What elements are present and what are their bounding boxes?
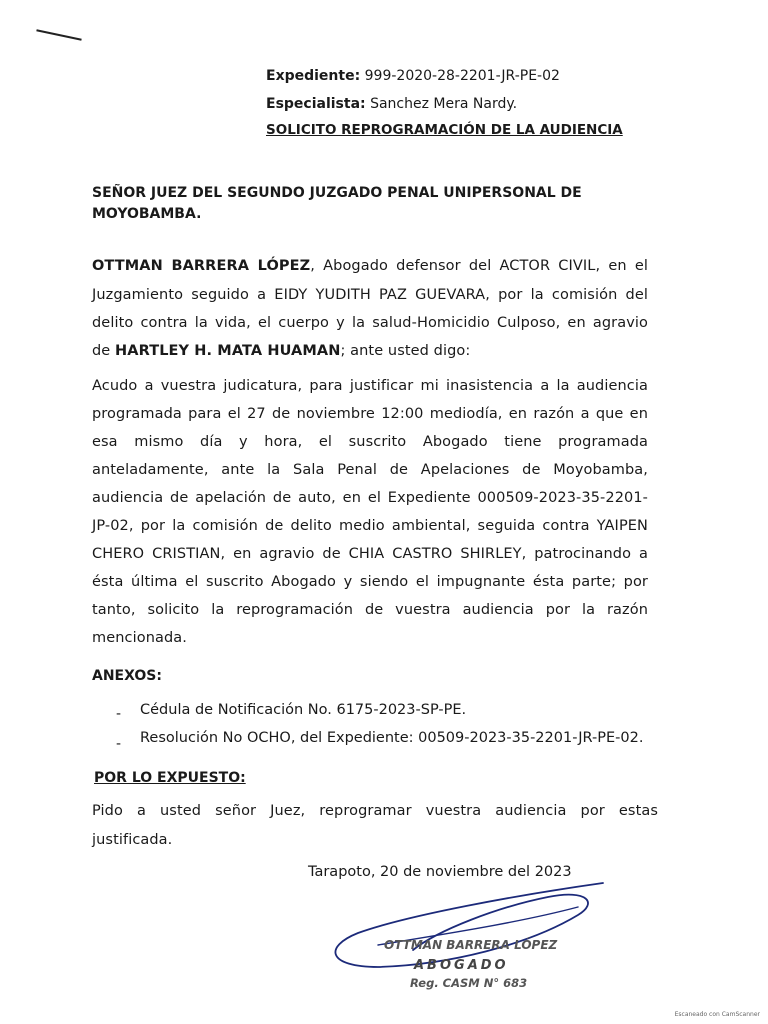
addressee-line-2: MOYOBAMBA.	[92, 206, 202, 222]
especialista-line	[266, 96, 517, 112]
intro-line-1	[92, 258, 648, 274]
especialista-value: Sanchez Mera Nardy.	[370, 96, 518, 112]
intro-line-2: Juzgamiento seguido a EIDY YUDITH PAZ GUEVARA, por la comisión del	[92, 287, 648, 303]
body-line: Acudo a vuestra judicatura, para justificar mi inasistencia a la audiencia	[92, 378, 648, 394]
intro-line-4-post: ; ante usted digo:	[340, 343, 471, 359]
subject-title: SOLICITO REPROGRAMACIÓN DE LA AUDIENCIA	[266, 122, 623, 138]
stamp-reg: Reg. CASM N° 683	[410, 976, 528, 990]
body-line: CHERO CRISTIAN, en agravio de CHIA CASTRO SHIRLEY, patrocinando a	[92, 546, 648, 562]
intro-line-4	[92, 343, 470, 359]
pen-mark	[36, 29, 81, 41]
body-line: ésta última el suscrito Abogado y siendo el impugnante ésta parte; por	[92, 574, 648, 590]
intro-line-3: delito contra la vida, el cuerpo y la salud-Homicidio Culposo, en agravio	[92, 315, 648, 331]
scanner-watermark: Escaneado con CamScanner	[674, 1011, 760, 1018]
signature-block	[318, 875, 608, 995]
especialista-label: Especialista:	[266, 96, 366, 112]
anexos-title: ANEXOS:	[92, 668, 162, 684]
place-date: Tarapoto, 20 de noviembre del 2023	[308, 864, 572, 880]
closing-line-2: justificada.	[92, 832, 173, 848]
body-line: JP-02, por la comisión de delito medio ambiental, seguida contra YAIPEN	[92, 518, 648, 534]
bullet-dash: -	[116, 706, 122, 722]
expediente-value: 999-2020-28-2201-JR-PE-02	[364, 68, 560, 84]
bullet-dash: -	[116, 736, 122, 752]
body-line: mencionada.	[92, 630, 187, 646]
closing-line-1: Pido a usted señor Juez, reprogramar vuestra audiencia por estas	[92, 803, 658, 819]
expediente-label: Expediente:	[266, 68, 361, 84]
por-lo-expuesto-title: POR LO EXPUESTO:	[94, 770, 246, 786]
body-line: anteladamente, ante la Sala Penal de Apelaciones de Moyobamba,	[92, 462, 648, 478]
body-line: programada para el 27 de noviembre 12:00 mediodía, en razón a que en	[92, 406, 648, 422]
body-line: audiencia de apelación de auto, en el Expediente 000509-2023-35-2201-	[92, 490, 648, 506]
body-line: esa mismo día y hora, el suscrito Abogado tiene programada	[92, 434, 648, 450]
victim-name: HARTLEY H. MATA HUAMAN	[115, 343, 341, 359]
addressee-line-1: SEÑOR JUEZ DEL SEGUNDO JUZGADO PENAL UNIPERSONAL DE	[92, 185, 582, 201]
intro-line-1-rest: , Abogado defensor del ACTOR CIVIL, en el	[310, 258, 648, 274]
stamp-title: ABOGADO	[414, 958, 509, 973]
anexo-item: Resolución No OCHO, del Expediente: 00509-2023-35-2201-JR-PE-02.	[140, 730, 644, 746]
attorney-name: OTTMAN BARRERA LÓPEZ	[92, 258, 311, 274]
anexo-item: Cédula de Notificación No. 6175-2023-SP-PE.	[140, 702, 467, 718]
body-line: tanto, solicito la reprogramación de vuestra audiencia por la razón	[92, 602, 648, 618]
stamp-name: OTTMAN BARRERA LÓPEZ	[384, 938, 558, 952]
intro-line-4-pre: de	[92, 343, 116, 359]
expediente-line	[266, 68, 560, 84]
